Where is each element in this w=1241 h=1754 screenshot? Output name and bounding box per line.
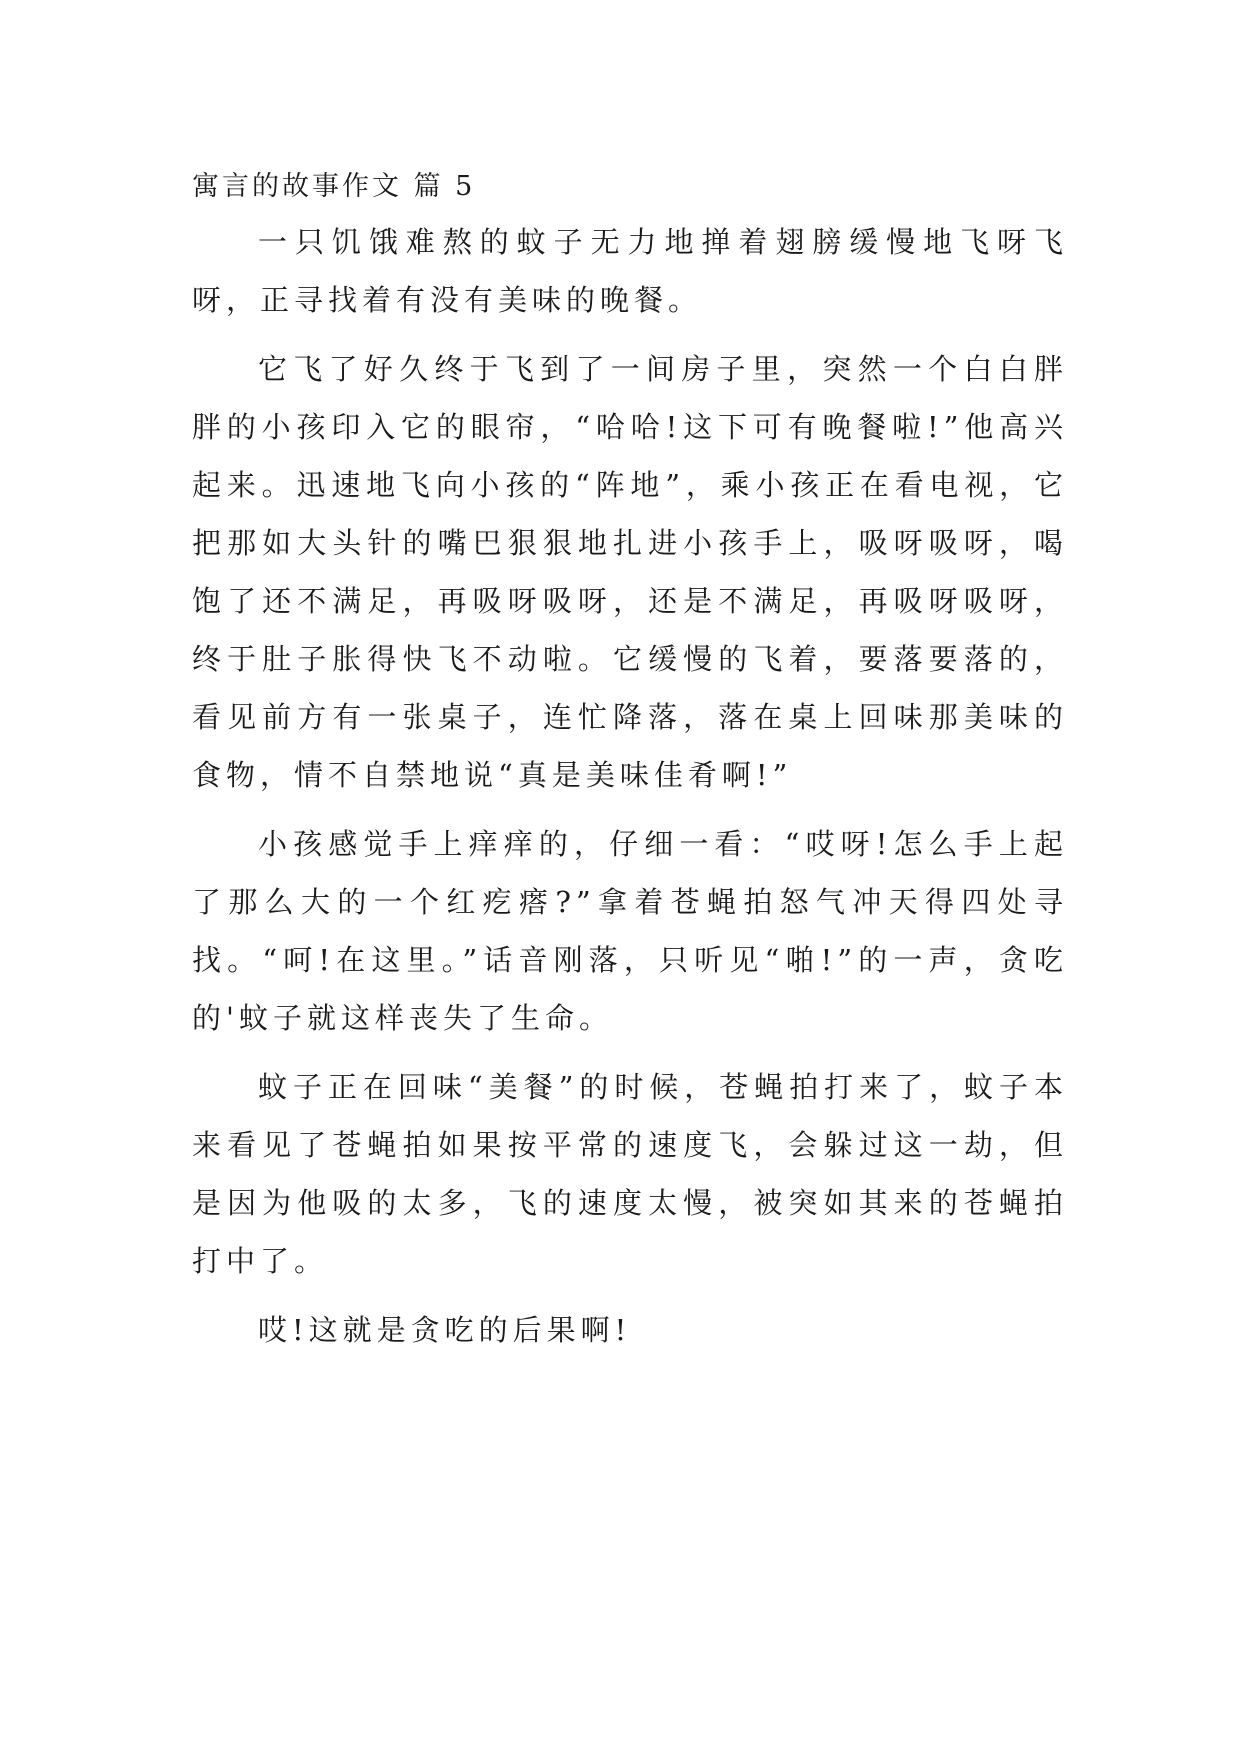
paragraph-3: 小孩感觉手上痒痒的，仔细一看：“哎呀!怎么手上起了那么大的一个红疙瘩?”拿着苍蝇拍怒气冲天得四处寻找。“呵!在这里。”话音刚落，只听见“啪!”的一声，贪吃的'蚊子就这样丧失了生命。 [192,827,1068,1035]
paragraph-1: 一只饥饿难熬的蚊子无力地掸着翅膀缓慢地飞呀飞呀，正寻找着有没有美味的晚餐。 [192,225,1068,317]
paragraph-2: 它飞了好久终于飞到了一间房子里，突然一个白白胖胖的小孩印入它的眼帘，“哈哈!这下可有晚餐啦!”他高兴起来。迅速地飞向小孩的“阵地”，乘小孩正在看电视，它把那如大头针的嘴巴狠狠地扎进小孩手上，吸呀吸呀，喝饱了还不满足，再吸呀吸呀，还是不满足，再吸呀吸呀，终于肚子胀得快飞不动啦。它缓慢的飞着，要落要落的，看见前方有一张桌子，连忙降落，落在桌上回味那美味的食物，情不自禁地说“真是美味佳肴啊!” [192,352,1068,792]
document-title: 寓言的故事作文 篇 5 [192,171,476,202]
document-body [192,161,1068,1370]
paragraph-4: 蚊子正在回味“美餐”的时候，苍蝇拍打来了，蚊子本来看见了苍蝇拍如果按平常的速度飞，会躲过这一劫，但是因为他吸的太多，飞的速度太慢，被突如其来的苍蝇拍打中了。 [192,1070,1068,1278]
paragraph-5: 哎!这就是贪吃的后果啊! [258,1313,632,1347]
